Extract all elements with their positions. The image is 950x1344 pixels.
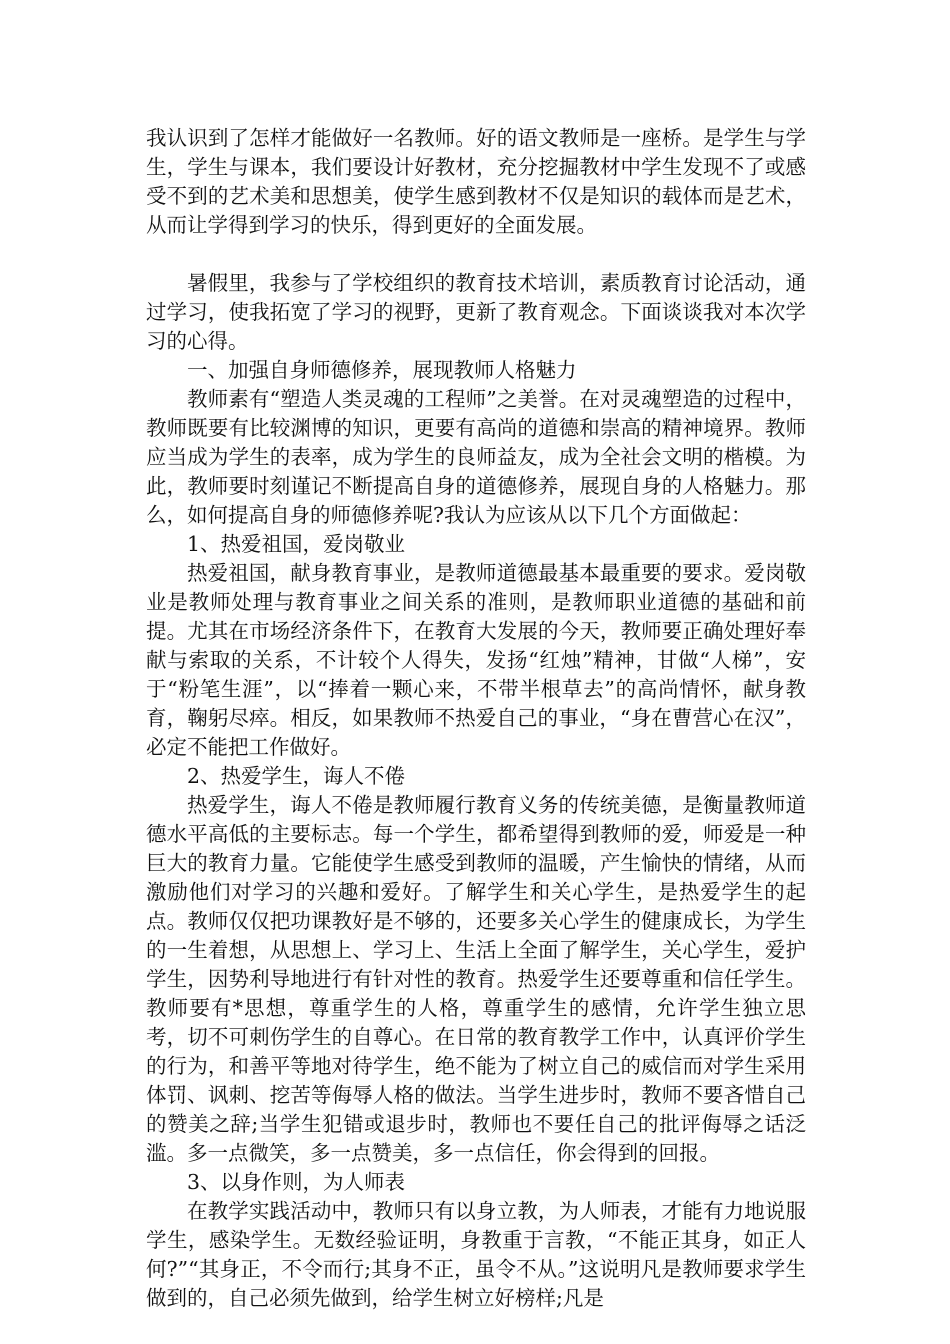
paragraph-love-country: 热爱祖国，献身教育事业，是教师道德最基本最重要的要求。爱岗敬业是教师处理与教育事业之间关系的准则，是教师职业道德的基础和前提。尤其在市场经济条件下，在教育大发展的今天，教师要正确处理好奉献与索取的关系，不计较个人得失，发扬“红烛”精神，甘做“人梯”，安于“粉笔生涯”，以“捧着一颗心来，不带半根草去”的高尚情怀，献身教育，鞠躬尽瘁。相反，如果教师不热爱自己的事业，“身在曹营心在汉”，必定不能把工作做好。: [146, 561, 806, 759]
paragraph-teacher-reputation: 教师素有“塑造人类灵魂的工程师”之美誉。在对灵魂塑造的过程中，教师既要有比较渊博的知识，更要有高尚的道德和崇高的精神境界。教师应当成为学生的表率，成为学生的良师益友，成为全社会文明的楷模。为此，教师要时刻谨记不断提高自身的道德修养，展现自身的人格魅力。那么，如何提高自身的师德修养呢?我认为应该从以下几个方面做起：: [146, 387, 806, 527]
subheading-love-country: 1、热爱祖国，爱岗敬业: [187, 532, 406, 556]
section-heading-1: 一、加强自身师德修养，展现教师人格魅力: [187, 358, 577, 382]
subheading-love-students: 2、热爱学生，诲人不倦: [187, 764, 406, 788]
paragraph-intro: 暑假里，我参与了学校组织的教育技术培训，素质教育讨论活动，通过学习，使我拓宽了学习的视野，更新了教育观念。下面谈谈我对本次学习的心得。: [146, 271, 806, 353]
paragraph-continuation: 我认识到了怎样才能做好一名教师。好的语文教师是一座桥。是学生与学生，学生与课本，我们要设计好教材，充分挖掘教材中学生发现不了或感受不到的艺术美和思想美，使学生感到教材不仅是知识的载体而是艺术，从而让学得到学习的快乐，得到更好的全面发展。: [146, 126, 806, 237]
paragraph-love-students: 热爱学生，诲人不倦是教师履行教育义务的传统美德，是衡量教师道德水平高低的主要标志。每一个学生，都希望得到教师的爱，师爱是一种巨大的教育力量。它能使学生感受到教师的温暖，产生愉快的情绪，从而激励他们对学习的兴趣和爱好。了解学生和关心学生，是热爱学生的起点。教师仅仅把功课教好是不够的，还要多关心学生的健康成长，为学生的一生着想，从思想上、学习上、生活上全面了解学生，关心学生，爱护学生，因势利导地进行有针对性的教育。热爱学生还要尊重和信任学生。教师要有*思想，尊重学生的人格，尊重学生的感情，允许学生独立思考，切不可刺伤学生的自尊心。在日常的教育教学工作中，认真评价学生的行为，和善平等地对待学生，绝不能为了树立自己的威信而对学生采用体罚、讽刺、挖苦等侮辱人格的做法。当学生进步时，教师不要吝惜自己的赞美之辞;当学生犯错或退步时，教师也不要任自己的批评侮辱之话泛滥。多一点微笑，多一点赞美，多一点信任，你会得到的回报。: [146, 793, 806, 1165]
continuation-text-block: [146, 124, 806, 240]
paragraph-set-example: 在教学实践活动中，教师只有以身立教，为人师表，才能有力地说服学生，感染学生。无数经验证明，身教重于言教，“不能正其身，如正人何?”“其身正，不令而行;其身不正，虽令不从。”这说明凡是教师要求学生做到的，自己必须先做到，给学生树立好榜样;凡是: [146, 1199, 806, 1310]
main-text-block: [146, 269, 806, 1313]
subheading-set-example: 3、以身作则，为人师表: [187, 1170, 406, 1194]
